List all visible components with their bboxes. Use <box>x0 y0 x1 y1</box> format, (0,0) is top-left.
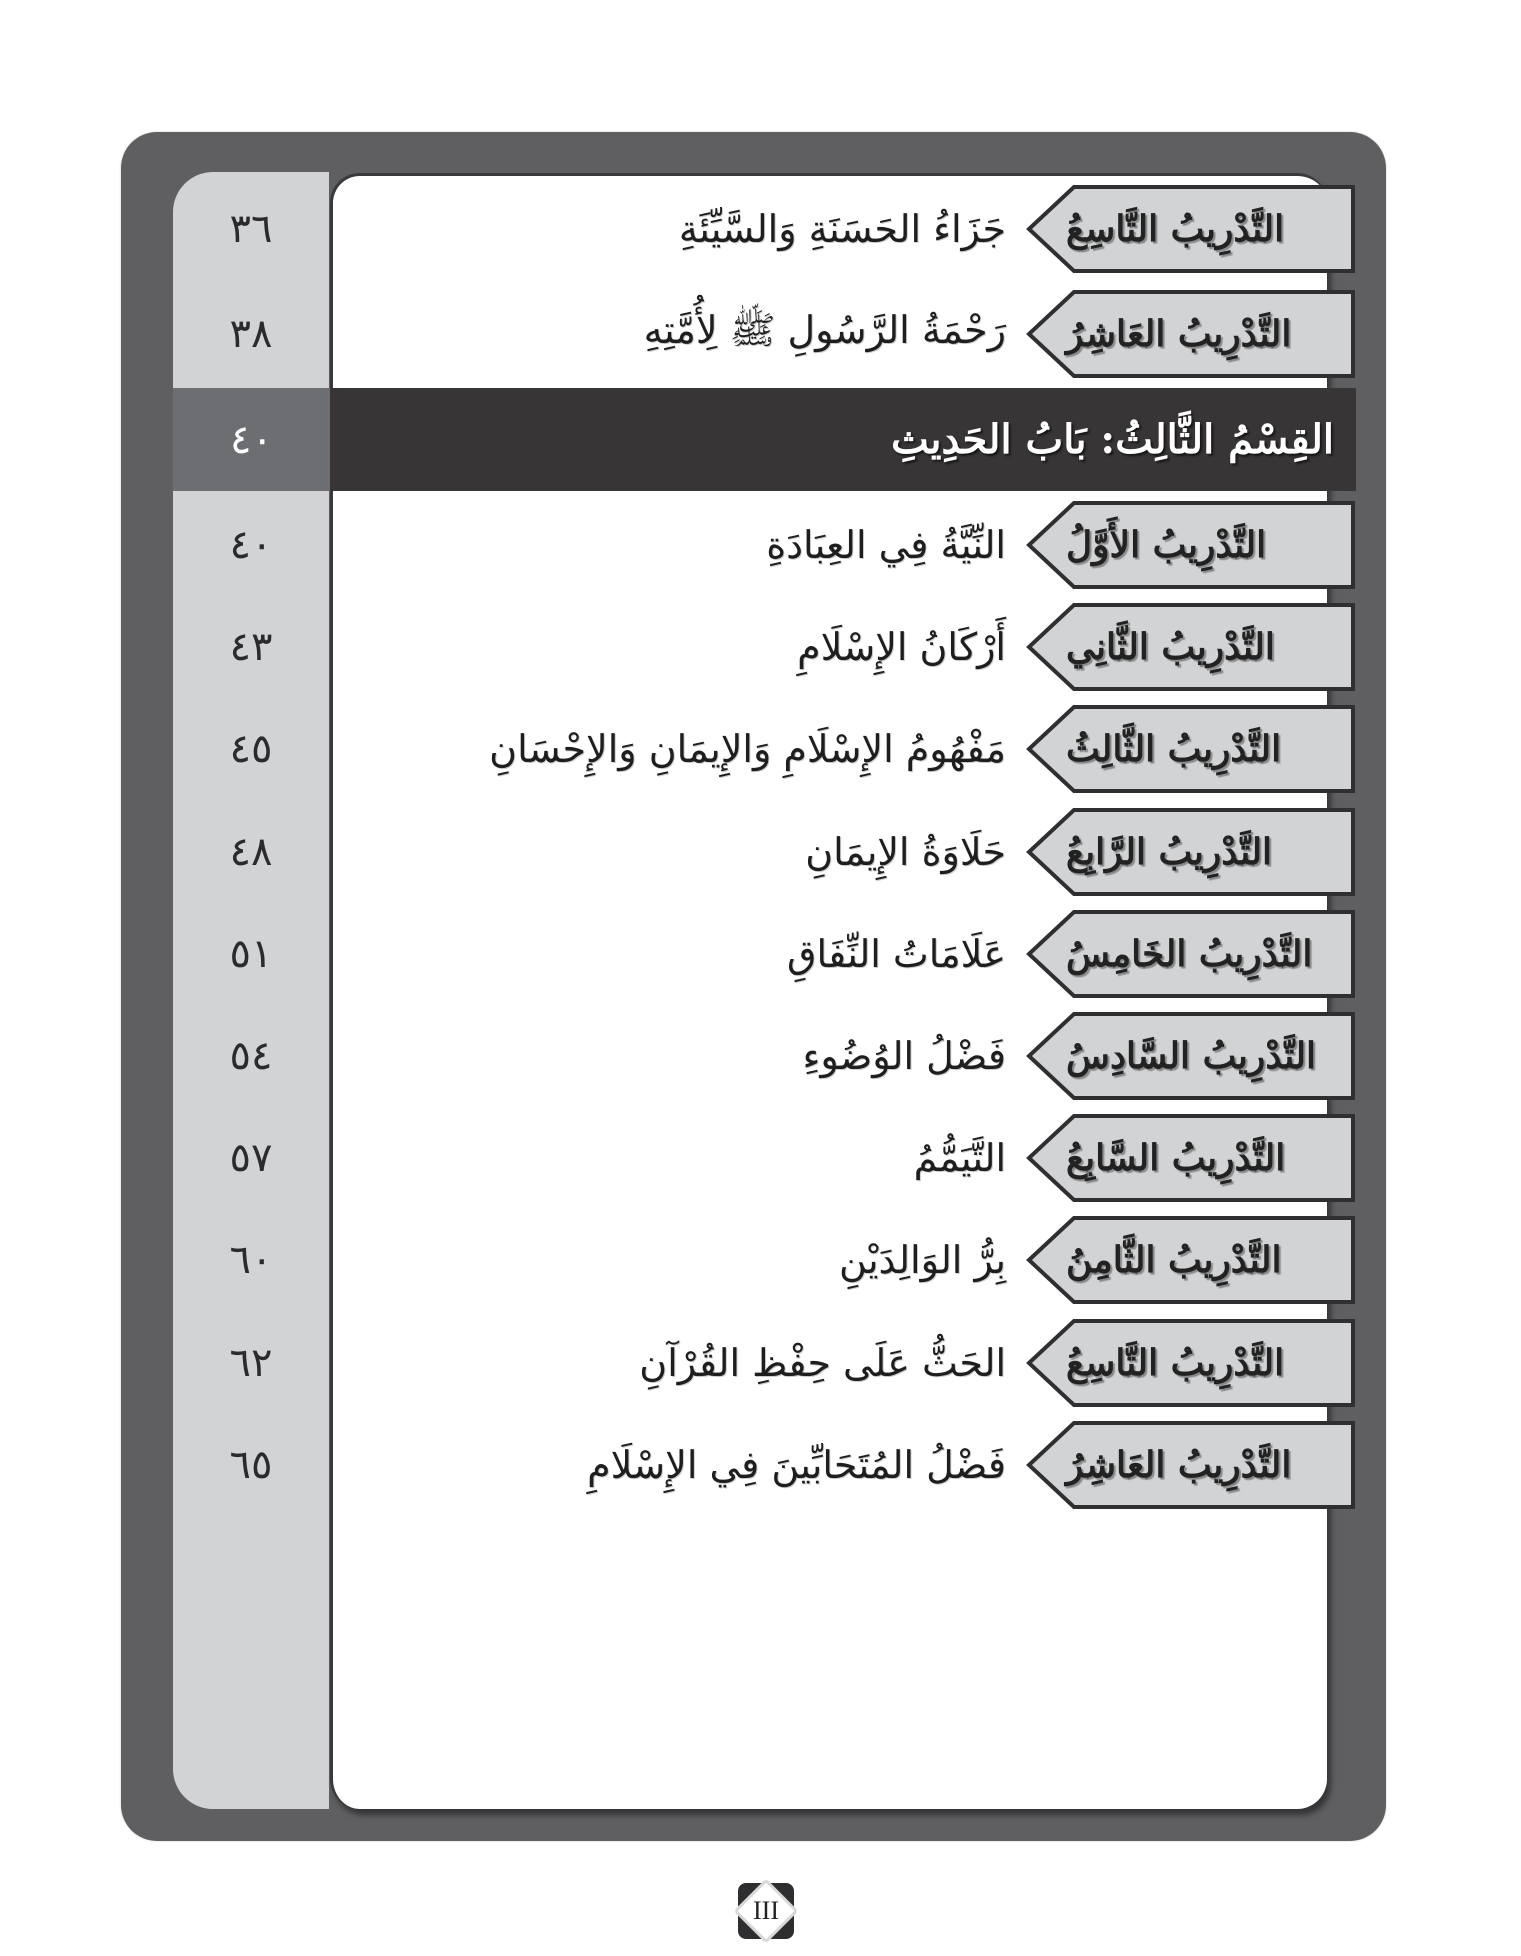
toc-page-number: ٣٨ <box>229 311 273 357</box>
toc-page-number: ٤٣ <box>229 624 273 670</box>
exercise-label: التَّدْرِيبُ العَاشِرُ <box>1066 1444 1292 1486</box>
exercise-label: التَّدْرِيبُ الأَوَّلُ <box>1066 524 1267 566</box>
exercise-label-tag <box>1025 288 1356 380</box>
section-title: القِسْمُ الثَّالِثُ: بَابُ الحَدِيثِ <box>891 416 1334 463</box>
exercise-label-tag <box>1025 601 1356 693</box>
toc-page-number: ٥٧ <box>229 1135 273 1181</box>
toc-entry-title: الحَثُّ عَلَى حِفْظِ القُرْآنِ <box>639 1341 1006 1385</box>
toc-entry[interactable] <box>173 806 1356 898</box>
page-number-badge <box>733 1878 799 1944</box>
toc-entry[interactable] <box>173 703 1356 795</box>
toc-entry-title: رَحْمَةُ الرَّسُولِ ﷺ لِأُمَّتِهِ <box>643 307 1006 352</box>
exercise-label: التَّدْرِيبُ الرَّابِعُ <box>1066 831 1273 873</box>
toc-page-number: ٦٠ <box>229 1237 273 1283</box>
toc-entry[interactable] <box>173 288 1356 380</box>
toc-entry-title: النِّيَّةُ فِي العِبَادَةِ <box>766 523 1006 567</box>
toc-entry-title: حَلَاوَةُ الإِيمَانِ <box>805 830 1006 874</box>
exercise-label: التَّدْرِيبُ السَّادِسُ <box>1066 1035 1317 1077</box>
toc-entry[interactable] <box>173 499 1356 591</box>
exercise-label: التَّدْرِيبُ التَّاسِعُ <box>1066 1342 1285 1384</box>
toc-entry[interactable] <box>173 183 1356 275</box>
exercise-label-tag <box>1025 908 1356 1000</box>
toc-entry-title: مَفْهُومُ الإِسْلَامِ وَالإِيمَانِ وَالإِحْسَانِ <box>489 727 1006 771</box>
toc-entry[interactable] <box>173 601 1356 693</box>
toc-entry[interactable] <box>173 1010 1356 1102</box>
section-page-number: ٤٠ <box>173 388 330 491</box>
exercise-label-tag <box>1025 1419 1356 1511</box>
toc-entry-title: أَرْكَانُ الإِسْلَامِ <box>797 625 1006 669</box>
exercise-label-tag <box>1025 1112 1356 1204</box>
section-header-bar <box>330 388 1356 491</box>
toc-entry[interactable] <box>173 1419 1356 1511</box>
exercise-label: التَّدْرِيبُ الخَامِسُ <box>1066 933 1313 975</box>
toc-page-number: ٦٥ <box>229 1442 273 1488</box>
toc-page-number: ٤٠ <box>229 522 273 568</box>
exercise-label-tag <box>1025 183 1356 275</box>
footer-page-number: III <box>753 1896 779 1925</box>
section-header[interactable] <box>173 388 1356 491</box>
toc-page-number: ٤٥ <box>229 726 273 772</box>
exercise-label-tag <box>1025 1214 1356 1306</box>
toc-entry-title: عَلَامَاتُ النِّفَاقِ <box>786 932 1006 976</box>
toc-page-number: ٥٤ <box>229 1033 273 1079</box>
exercise-label: التَّدْرِيبُ السَّابِعُ <box>1066 1137 1286 1179</box>
exercise-label: التَّدْرِيبُ الثَّامِنُ <box>1066 1239 1282 1281</box>
toc-page-number: ٥١ <box>229 931 273 977</box>
exercise-label-tag <box>1025 1317 1356 1409</box>
exercise-label: التَّدْرِيبُ التَّاسِعُ <box>1066 208 1285 250</box>
exercise-label-tag <box>1025 1010 1356 1102</box>
exercise-label: التَّدْرِيبُ العَاشِرُ <box>1066 313 1292 355</box>
toc-entry[interactable] <box>173 1112 1356 1204</box>
toc-page-number: ٣٦ <box>229 206 273 252</box>
toc-entry-title: فَضْلُ الوُضُوءِ <box>802 1034 1006 1078</box>
toc-entry-title: فَضْلُ المُتَحَابِّينَ فِي الإِسْلَامِ <box>587 1443 1006 1487</box>
toc-entry-title: التَّيَمُّمُ <box>913 1136 1006 1180</box>
exercise-label-tag <box>1025 806 1356 898</box>
toc-entry[interactable] <box>173 1214 1356 1306</box>
exercise-label: التَّدْرِيبُ الثَّانِي <box>1066 626 1275 668</box>
toc-entry-title: جَزَاءُ الحَسَنَةِ وَالسَّيِّئَةِ <box>678 207 1006 251</box>
exercise-label-tag <box>1025 499 1356 591</box>
toc-page-number: ٤٨ <box>229 829 273 875</box>
exercise-label-tag <box>1025 703 1356 795</box>
toc-entry-title: بِرُّ الوَالِدَيْنِ <box>839 1238 1006 1282</box>
toc-page-number: ٦٢ <box>229 1340 273 1386</box>
toc-entry[interactable] <box>173 1317 1356 1409</box>
toc-entry[interactable] <box>173 908 1356 1000</box>
exercise-label: التَّدْرِيبُ الثَّالِثُ <box>1066 728 1282 770</box>
